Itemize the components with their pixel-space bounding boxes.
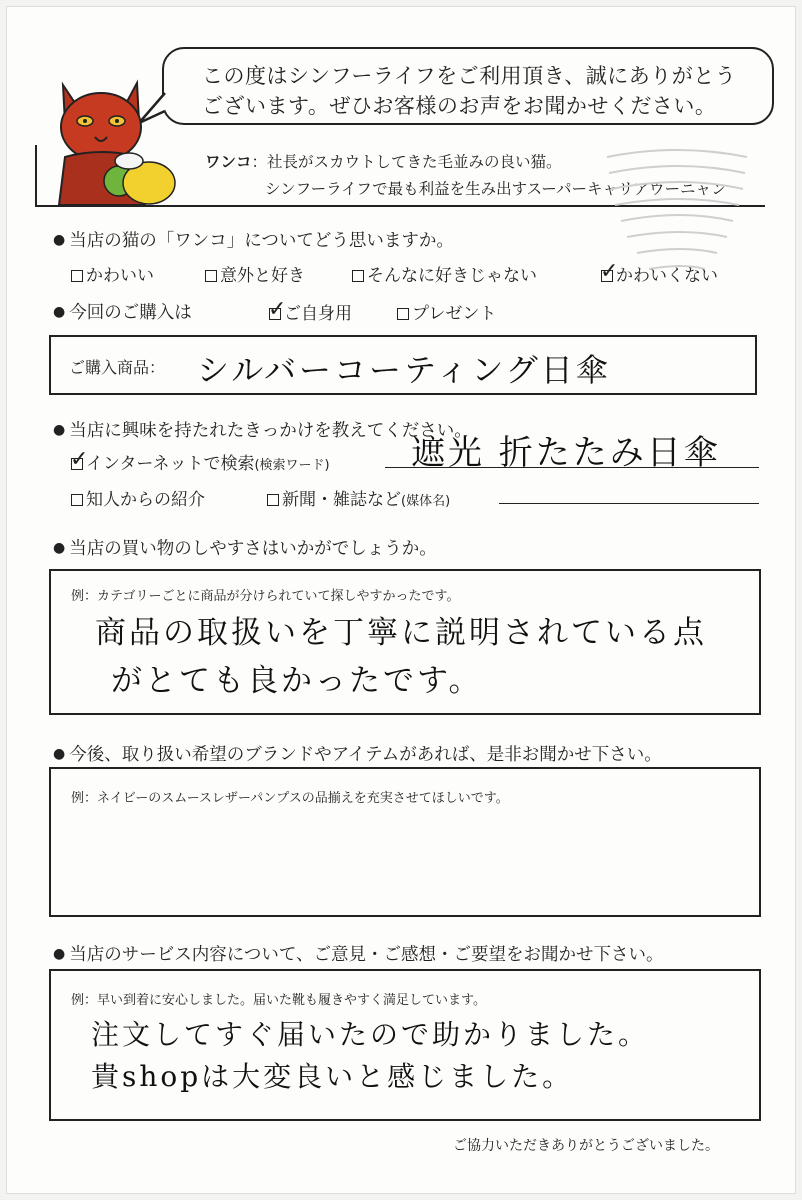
footer-thanks: ご協力いただきありがとうございました。 bbox=[453, 1138, 719, 1154]
intro-band-left-edge bbox=[35, 145, 37, 205]
checkbox-checked[interactable] bbox=[70, 447, 89, 472]
checkbox[interactable] bbox=[71, 270, 83, 282]
checkbox[interactable] bbox=[205, 270, 217, 282]
checkmark-icon: ✓ bbox=[600, 259, 619, 284]
q4-answer-line-1: 商品の取扱いを丁寧に説明されている点 bbox=[95, 615, 707, 651]
search-word-answer[interactable]: 遮光 折たたみ日傘 bbox=[411, 433, 721, 473]
product-answer[interactable]: シルバーコーティング日傘 bbox=[197, 351, 611, 389]
q5-example: 例：ネイビーのスムースレザーパンプスの品揃えを充実させてほしいです。 bbox=[71, 791, 509, 806]
q2-question: ● 今回のご購入は bbox=[53, 303, 192, 323]
product-label: ご購入商品： bbox=[69, 358, 166, 377]
mascot-name: ワンコ bbox=[205, 153, 252, 171]
q1-option-kawaii[interactable]: かわいい bbox=[71, 261, 154, 286]
checkmark-icon: ✓ bbox=[268, 297, 287, 322]
q3-option-internet[interactable]: ✓ インターネットで検索(検索ワード) bbox=[70, 447, 330, 474]
q6-question: ● 当店のサービス内容について、ご意見・ご感想・ご要望をお聞かせ下さい。 bbox=[53, 945, 664, 965]
q1-question: ● 当店の猫の「ワンコ」についてどう思いますか。 bbox=[53, 231, 454, 251]
product-box bbox=[49, 335, 757, 395]
q5-answer-box[interactable] bbox=[49, 767, 761, 917]
q1-option-sonnani[interactable]: そんなに好きじゃない bbox=[352, 261, 537, 286]
checkbox[interactable] bbox=[397, 308, 409, 320]
q3-option-media[interactable]: 新聞・雑誌など(媒体名) bbox=[267, 485, 450, 510]
checkmark-icon: ✓ bbox=[70, 447, 89, 472]
checkbox[interactable] bbox=[267, 494, 279, 506]
q3-option-friend[interactable]: 知人からの紹介 bbox=[71, 485, 205, 510]
greeting-bubble bbox=[162, 47, 774, 125]
media-name-line[interactable] bbox=[499, 503, 759, 504]
q4-question: ● 当店の買い物のしやすさはいかがでしょうか。 bbox=[53, 539, 437, 559]
survey-card bbox=[6, 6, 796, 1194]
q2-option-self[interactable]: ✓ ご自身用 bbox=[268, 297, 352, 324]
q5-question: ● 今後、取り扱い希望のブランドやアイテムがあれば、是非お聞かせ下さい。 bbox=[53, 745, 662, 765]
q6-answer-line-2: 貴shopは大変良いと感じました。 bbox=[91, 1060, 574, 1093]
q2-option-present[interactable]: プレゼント bbox=[397, 299, 496, 324]
q1-option-igai[interactable]: 意外と好き bbox=[205, 261, 305, 286]
q1-option-kawaikunai[interactable]: ✓ かわいくない bbox=[600, 259, 718, 286]
cat-mascot-icon bbox=[45, 65, 185, 205]
greeting-line-2: ございます。ぜひお客様のお声をお聞かせください。 bbox=[202, 94, 717, 118]
q6-example: 例：早い到着に安心しました。届いた靴も履きやすく満足しています。 bbox=[71, 993, 486, 1008]
q4-example: 例：カテゴリーごとに商品が分けられていて探しやすかったです。 bbox=[71, 589, 460, 604]
q6-answer-box[interactable] bbox=[49, 969, 761, 1121]
checkbox-checked[interactable] bbox=[600, 259, 619, 284]
mascot-desc-2: シンフーライフで最も利益を生み出すスーパーキャリアウーニャン bbox=[265, 180, 727, 198]
q4-answer-box[interactable] bbox=[49, 569, 761, 715]
mascot-desc-1: ：社長がスカウトしてきた毛並みの良い猫。 bbox=[251, 153, 562, 171]
checkbox[interactable] bbox=[71, 494, 83, 506]
q6-answer-line-1: 注文してすぐ届いたので助かりました。 bbox=[91, 1018, 650, 1051]
greeting-line-1: この度はシンフーライフをご利用頂き、誠にありがとう bbox=[202, 64, 737, 88]
checkbox[interactable] bbox=[352, 270, 364, 282]
checkbox-checked[interactable] bbox=[268, 297, 287, 322]
q4-answer-line-2: がとても良かったです。 bbox=[111, 663, 483, 699]
q3-question: ● 当店に興味を持たれたきっかけを教えてください。 bbox=[53, 421, 472, 441]
